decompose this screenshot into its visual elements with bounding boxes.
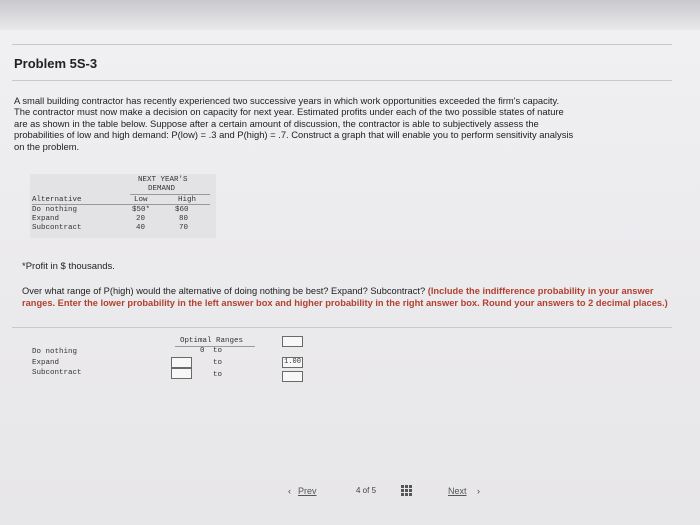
question-divider bbox=[12, 327, 672, 328]
row-high: 80 bbox=[179, 215, 189, 223]
problem-title: Problem 5S-3 bbox=[14, 56, 98, 71]
row-low: 20 bbox=[136, 215, 146, 223]
intro-line: on the problem. bbox=[14, 140, 80, 152]
col-header-low: Low bbox=[134, 196, 148, 204]
optimal-ranges-header: Optimal Ranges bbox=[180, 337, 244, 345]
prev-chevron-icon[interactable]: ‹ bbox=[288, 486, 291, 496]
question-instructions: (Include the indifference probability in your answer ranges. Enter the lower probability in the left answer box and higher probability in the right answer box. Round your answers to 2 decimal places.) bbox=[22, 286, 668, 308]
top-band bbox=[0, 0, 700, 30]
to-label: to bbox=[213, 359, 223, 367]
subcontract-to-input[interactable] bbox=[282, 371, 303, 382]
intro-line: The contractor must now make a decision on capacity for next year. Estimated profits under each of the two possible states of nature bbox=[14, 106, 564, 118]
next-link[interactable]: Next bbox=[448, 486, 467, 496]
row-alternative: Subcontract bbox=[32, 224, 82, 232]
to-label: to bbox=[213, 347, 223, 355]
answer-row-alternative: Do nothing bbox=[32, 348, 78, 356]
to-label: to bbox=[213, 371, 223, 379]
problem-intro bbox=[14, 95, 679, 152]
demand-header-line2: DEMAND bbox=[148, 185, 176, 193]
demand-header-line1: NEXT YEAR'S bbox=[138, 176, 188, 184]
page-grid-icon[interactable] bbox=[401, 485, 412, 498]
question-text bbox=[22, 286, 682, 309]
row-alternative: Expand bbox=[32, 215, 60, 223]
row-high: 70 bbox=[179, 224, 189, 232]
col-header-alternative: Alternative bbox=[32, 196, 82, 204]
header-underline bbox=[32, 204, 210, 205]
intro-line: A small building contractor has recently experienced two successive years in which work opportunities exceeded the firm's capacity. bbox=[14, 95, 560, 106]
prev-link[interactable]: Prev bbox=[298, 486, 317, 496]
title-divider bbox=[12, 80, 672, 81]
answer-row-alternative: Subcontract bbox=[32, 369, 82, 377]
intro-line: are as shown in the table below. Suppose after a certain amount of discussion, the contractor is able to subjectively assess the bbox=[14, 117, 539, 129]
row-high: $60 bbox=[175, 206, 189, 214]
col-header-high: High bbox=[178, 196, 197, 204]
expand-to-input[interactable]: 1.00 bbox=[282, 357, 303, 368]
answer-row-alternative: Expand bbox=[32, 359, 60, 367]
subcontract-from-input[interactable] bbox=[171, 368, 192, 379]
intro-line: probabilities of low and high demand: P(low) = .3 and P(high) = .7. Construct a graph that will enable you to perform sensitivity analysis bbox=[14, 129, 574, 141]
row-alternative: Do nothing bbox=[32, 206, 78, 214]
footnote: *Profit in $ thousands. bbox=[22, 261, 115, 272]
expand-from-input[interactable] bbox=[171, 357, 192, 368]
header-rule bbox=[130, 194, 210, 195]
do-nothing-to-input[interactable] bbox=[282, 336, 303, 347]
do-nothing-from-value: 0 bbox=[200, 347, 205, 355]
payoff-table bbox=[30, 174, 216, 238]
row-low: 40 bbox=[136, 224, 146, 232]
next-chevron-icon[interactable]: › bbox=[477, 486, 480, 496]
page-indicator: 4 of 5 bbox=[356, 486, 377, 495]
answer-table bbox=[30, 336, 302, 384]
row-low: $50* bbox=[132, 206, 151, 214]
top-divider bbox=[12, 44, 672, 45]
question-plain: Over what range of P(high) would the alternative of doing nothing be best? Expand? Subcontract? bbox=[22, 286, 426, 296]
